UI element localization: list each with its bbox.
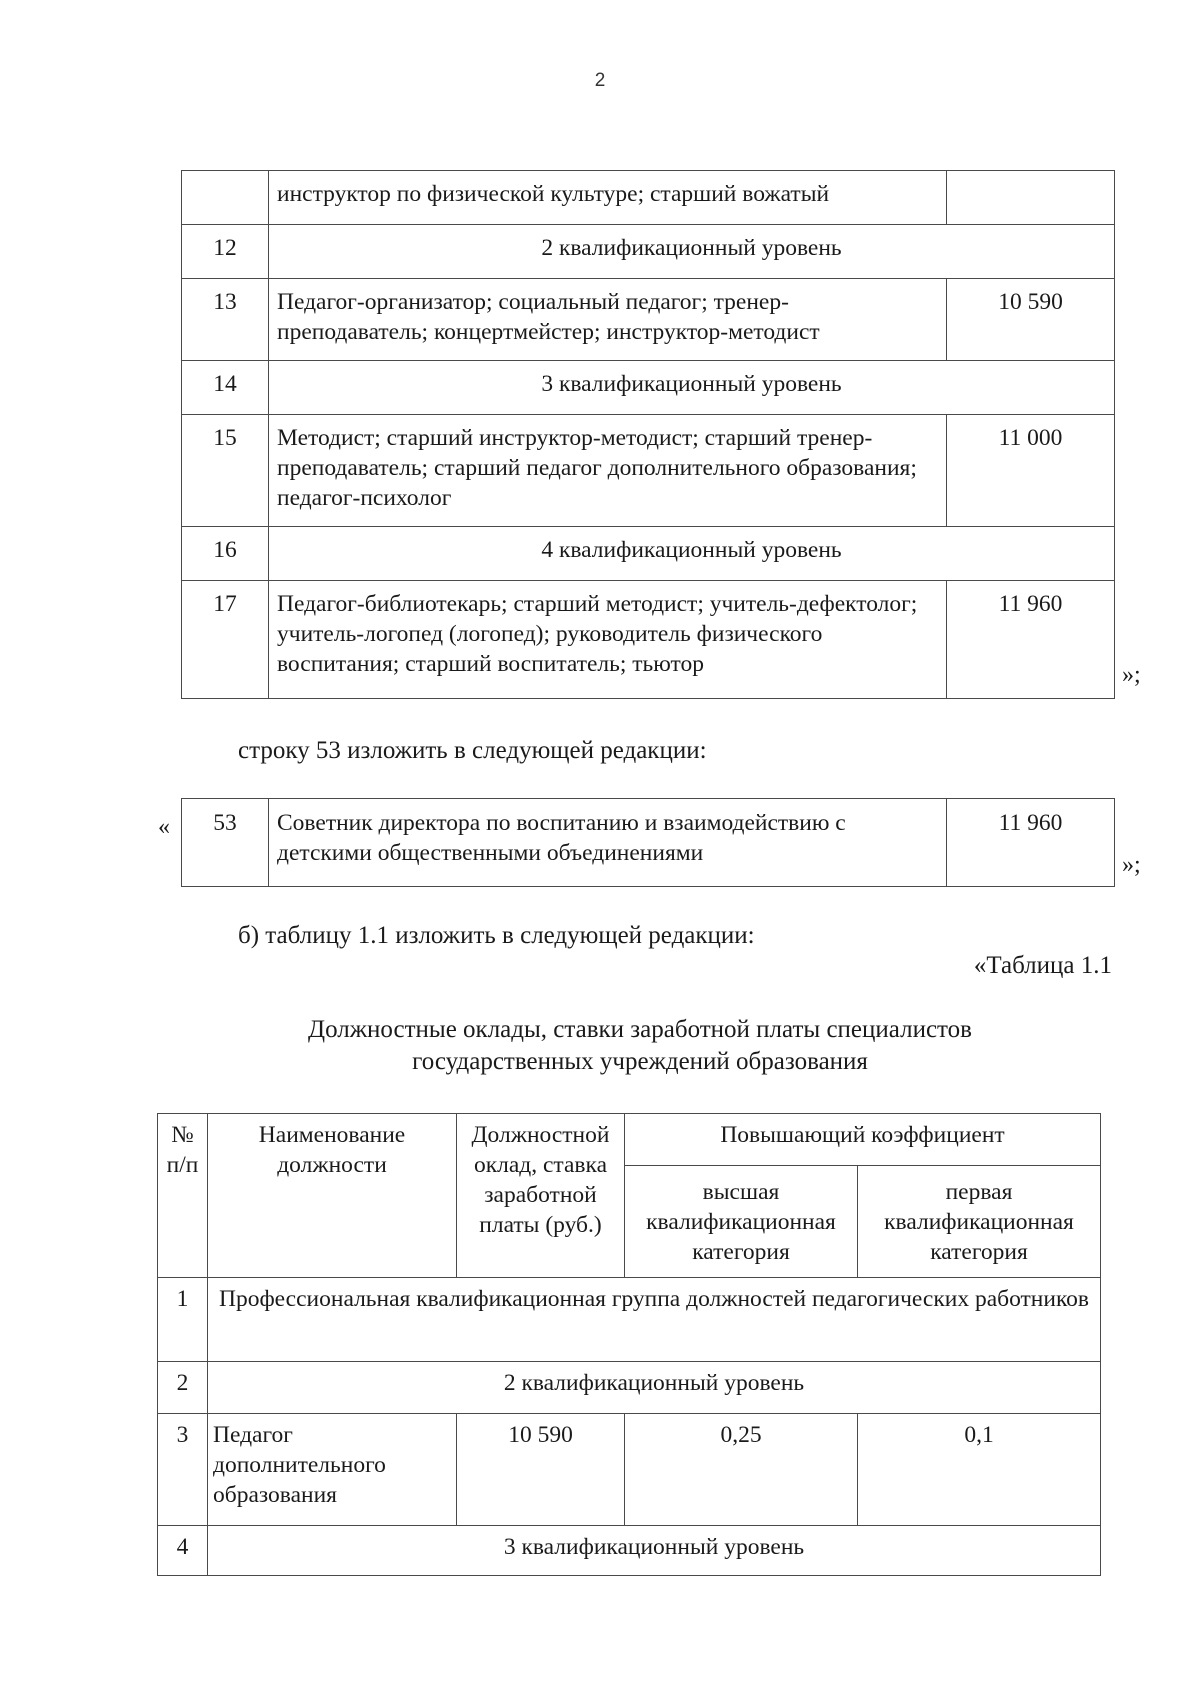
row53-table: [181, 798, 1115, 887]
table-row: [158, 1362, 1101, 1414]
qualification-level: 2 квалификационный уровень: [269, 225, 1115, 279]
row-number: 2: [158, 1362, 208, 1414]
qualification-level: 3 квалификационный уровень: [269, 361, 1115, 415]
position-names: инструктор по физической культуре; старший вожатый: [269, 171, 947, 225]
table-row: [158, 1526, 1101, 1576]
row-number: 13: [182, 279, 269, 361]
position-names: Методист; старший инструктор-методист; старший тренер-преподаватель; старший педагог дополнительного образования; педагог-психолог: [269, 415, 947, 527]
table-caption: «Таблица 1.1: [973, 952, 1112, 979]
table-header-row: [158, 1114, 1101, 1166]
position-names: Педагог-библиотекарь; старший методист; учитель-дефектолог; учитель-логопед (логопед); руководитель физического воспитания; старший воспитатель; тьютор: [269, 581, 947, 699]
salary-value: 10 590: [947, 279, 1115, 361]
row-number: 3: [158, 1414, 208, 1526]
table-row: [158, 1278, 1101, 1362]
paragraph-row53: строку 53 изложить в следующей редакции:: [238, 737, 707, 764]
table-title-line: Должностные оклады, ставки заработной платы специалистов: [308, 1016, 972, 1043]
qualification-level: 3 квалификационный уровень: [208, 1526, 1101, 1576]
salary-value: 10 590: [457, 1414, 625, 1526]
position-names: Педагог-организатор; социальный педагог; тренер-преподаватель; концертмейстер; инструктор-методист: [269, 279, 947, 361]
salary-table-1-1: [157, 1113, 1101, 1576]
opening-quote: «: [158, 814, 170, 840]
row-number: 53: [182, 799, 269, 887]
page-number: 2: [594, 70, 606, 91]
closing-quote: »;: [1122, 852, 1141, 878]
coef-highest-value: 0,25: [625, 1414, 858, 1526]
table-row: [182, 527, 1115, 581]
row-number: 1: [158, 1278, 208, 1362]
paragraph-table11: б) таблицу 1.1 изложить в следующей редакции:: [238, 922, 755, 949]
table-row: [182, 581, 1115, 699]
qualification-level: 2 квалификационный уровень: [208, 1362, 1101, 1414]
qualification-level: 4 квалификационный уровень: [269, 527, 1115, 581]
header-coef-first: первая квалификационная категория: [858, 1166, 1101, 1278]
row-number: 15: [182, 415, 269, 527]
closing-quote: »;: [1122, 662, 1141, 688]
table-row: [158, 1414, 1101, 1526]
position-names: Советник директора по воспитанию и взаимодействию с детскими общественными объединениями: [269, 799, 947, 887]
header-num: № п/п: [158, 1114, 208, 1278]
row-number: 16: [182, 527, 269, 581]
table-row: [182, 225, 1115, 279]
position-name: Педагог дополнительного образования: [208, 1414, 457, 1526]
salary-value: 11 000: [947, 415, 1115, 527]
table-title: [200, 1014, 1080, 1078]
table-title-line: государственных учреждений образования: [412, 1048, 868, 1075]
row-number: 14: [182, 361, 269, 415]
row-number: [182, 171, 269, 225]
salary-value: 11 960: [947, 799, 1115, 887]
coef-first-value: 0,1: [858, 1414, 1101, 1526]
header-coefficient: Повышающий коэффициент: [625, 1114, 1101, 1166]
header-coef-highest: высшая квалификационная категория: [625, 1166, 858, 1278]
row-number: 17: [182, 581, 269, 699]
row-number: 12: [182, 225, 269, 279]
table-row: [182, 415, 1115, 527]
table-row: [182, 361, 1115, 415]
salary-value: 11 960: [947, 581, 1115, 699]
qualification-group: Профессиональная квалификационная группа должностей педагогических работников: [208, 1278, 1101, 1362]
row-number: 4: [158, 1526, 208, 1576]
positions-table-continuation: [181, 170, 1115, 699]
salary-value: [947, 171, 1115, 225]
header-position-name: Наименование должности: [208, 1114, 457, 1278]
table-row: [182, 171, 1115, 225]
table-row: [182, 799, 1115, 887]
table-row: [182, 279, 1115, 361]
header-salary: Должностной оклад, ставка заработной платы (руб.): [457, 1114, 625, 1278]
